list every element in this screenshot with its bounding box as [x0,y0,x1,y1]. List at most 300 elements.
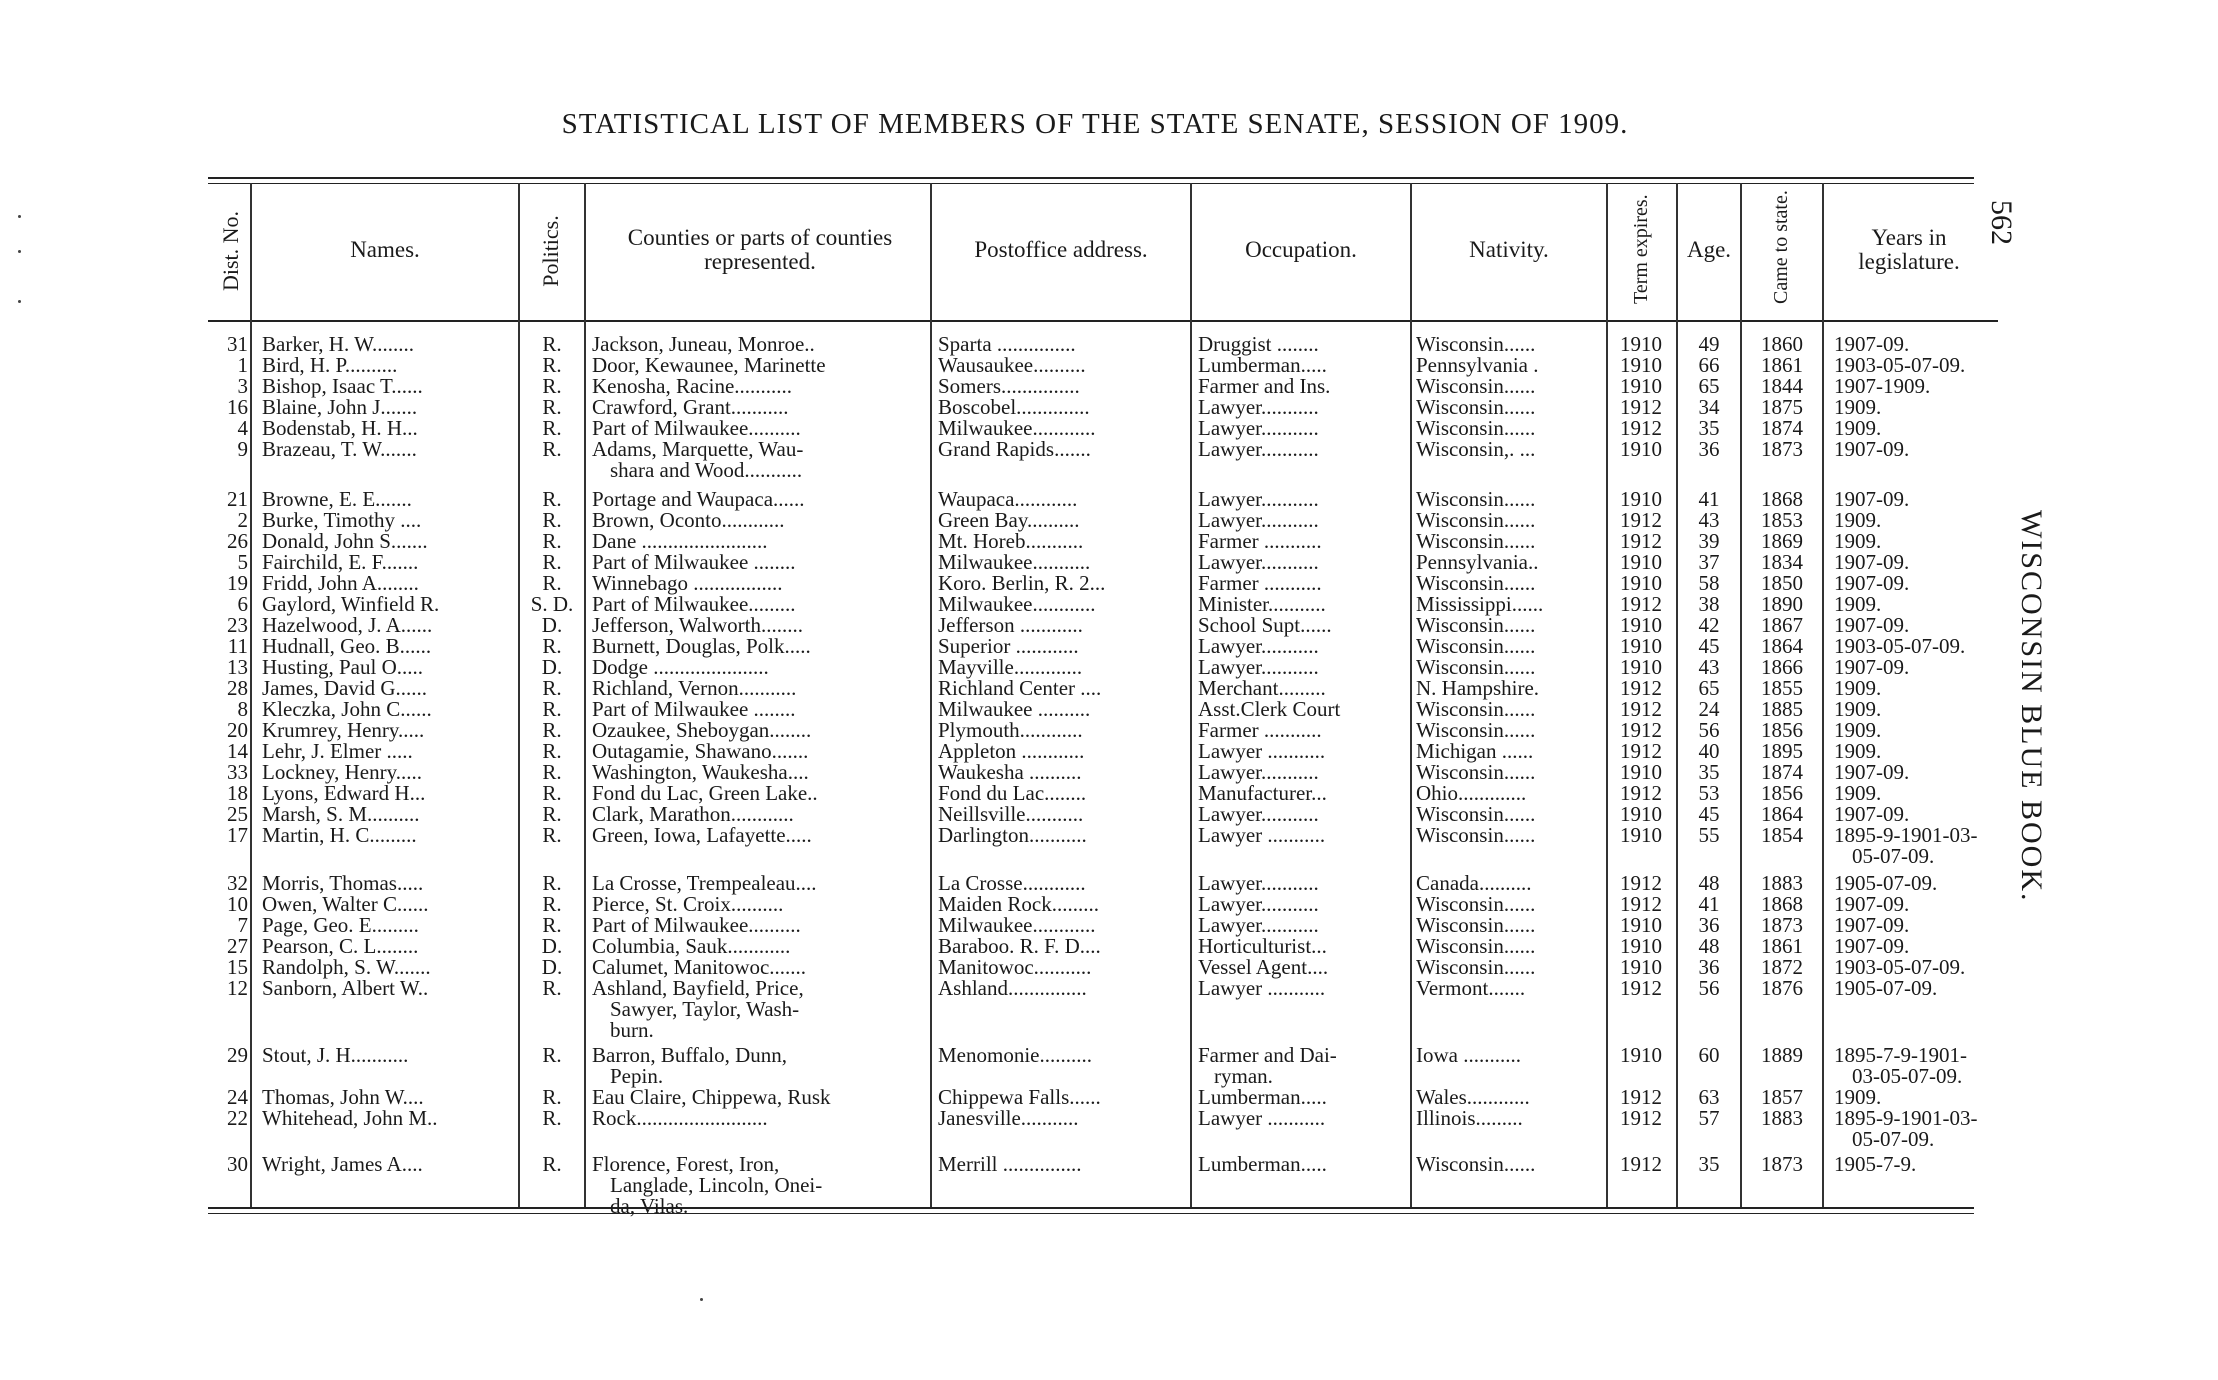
age: 37 [1698,550,1720,574]
term-expires: 1910 [1620,655,1662,679]
member-name: Fairchild, E. F....... [262,550,419,574]
postoffice: Manitowoc........... [938,955,1092,979]
nativity: Wisconsin...... [1416,529,1536,553]
term-expires: 1910 [1620,353,1662,377]
nativity: Pennsylvania.. [1416,550,1539,574]
dist-no: 30 [227,1152,248,1176]
nativity: N. Hampshire. [1416,676,1540,700]
came-to-state: 1869 [1761,529,1803,553]
counties: shara and Wood........... [610,458,803,482]
header-politics: Politics. [538,215,563,287]
occupation: Druggist ........ [1198,332,1319,356]
age: 42 [1698,613,1720,637]
years-in-legislature: 1903-05-07-09. [1834,353,1966,377]
counties: Ashland, Bayfield, Price, [592,976,804,1000]
member-name: Marsh, S. M.......... [262,802,420,826]
top-rule-2 [208,183,1974,184]
politics: D. [541,655,563,679]
member-name: Thomas, John W.... [262,1085,424,1109]
postoffice: Sparta ............... [938,332,1076,356]
years-in-legislature: 1909. [1834,676,1882,700]
term-expires: 1910 [1620,613,1662,637]
postoffice: Koro. Berlin, R. 2... [938,571,1106,595]
counties: Winnebago ................. [592,571,783,595]
occupation: Lawyer........... [1198,913,1319,937]
counties: Pierce, St. Croix.......... [592,892,784,916]
header-age: Age. [1686,237,1732,262]
term-expires: 1912 [1620,718,1662,742]
dist-no: 33 [227,760,248,784]
dist-no: 3 [237,374,248,398]
occupation: Lawyer........... [1198,655,1319,679]
years-in-legislature: 05-07-09. [1852,1127,1935,1151]
politics: R. [542,634,562,658]
member-name: Burke, Timothy .... [262,508,422,532]
col-line [250,183,252,1207]
came-to-state: 1874 [1761,416,1803,440]
years-in-legislature: 1909. [1834,739,1882,763]
politics: R. [542,437,562,461]
nativity: Wisconsin...... [1416,332,1536,356]
nativity: Wisconsin...... [1416,487,1536,511]
occupation: Lawyer........... [1198,395,1319,419]
term-expires: 1910 [1620,1043,1662,1067]
dist-no: 26 [227,529,248,553]
occupation: Farmer ........... [1198,718,1322,742]
years-in-legislature: 1909. [1834,718,1882,742]
years-in-legislature: 1895-7-9-1901- [1834,1043,1967,1067]
politics: R. [542,353,562,377]
counties: Green, Iowa, Lafayette..... [592,823,812,847]
came-to-state: 1875 [1761,395,1803,419]
speck [18,250,21,253]
years-in-legislature: 1909. [1834,592,1882,616]
came-to-state: 1855 [1761,676,1803,700]
politics: R. [542,892,562,916]
bottom-rule [208,1207,1974,1209]
years-in-legislature: 1907-09. [1834,802,1910,826]
nativity: Wisconsin...... [1416,655,1536,679]
nativity: Wisconsin...... [1416,613,1536,637]
postoffice: Milwaukee............ [938,913,1096,937]
came-to-state: 1864 [1761,634,1803,658]
years-in-legislature: 1895-9-1901-03- [1834,823,1978,847]
nativity: Wisconsin...... [1416,892,1536,916]
member-name: Hudnall, Geo. B...... [262,634,432,658]
header-counties: Counties or parts of counties represented. [627,225,893,274]
nativity: Wisconsin...... [1416,508,1536,532]
occupation: Lawyer........... [1198,508,1319,532]
politics: R. [542,550,562,574]
counties: Kenosha, Racine........... [592,374,793,398]
nativity: Wisconsin...... [1416,416,1536,440]
dist-no: 10 [227,892,248,916]
years-in-legislature: 05-07-09. [1852,844,1935,868]
nativity: Iowa ........... [1416,1043,1521,1067]
came-to-state: 1872 [1761,955,1803,979]
counties: Outagamie, Shawano....... [592,739,809,763]
came-to-state: 1883 [1761,1106,1803,1130]
speck [700,1298,703,1301]
came-to-state: 1857 [1761,1085,1803,1109]
came-to-state: 1853 [1761,508,1803,532]
years-in-legislature: 03-05-07-09. [1852,1064,1963,1088]
counties: Portage and Waupaca...... [592,487,805,511]
dist-no: 31 [227,332,248,356]
age: 41 [1698,892,1720,916]
dist-no: 9 [237,437,248,461]
term-expires: 1912 [1620,781,1662,805]
years-in-legislature: 1909. [1834,1085,1882,1109]
age: 56 [1698,718,1720,742]
member-name: Bodenstab, H. H... [262,416,418,440]
occupation: ryman. [1214,1064,1273,1088]
counties: Columbia, Sauk............ [592,934,791,958]
came-to-state: 1867 [1761,613,1803,637]
age: 34 [1698,395,1720,419]
age: 35 [1698,416,1720,440]
occupation: Minister........... [1198,592,1326,616]
came-to-state: 1861 [1761,934,1803,958]
counties: Jefferson, Walworth........ [592,613,803,637]
nativity: Wisconsin...... [1416,571,1536,595]
nativity: Pennsylvania . [1416,353,1539,377]
counties: Rock......................... [592,1106,768,1130]
politics: R. [542,395,562,419]
politics: S. D. [530,592,574,616]
came-to-state: 1873 [1761,1152,1803,1176]
came-to-state: 1856 [1761,781,1803,805]
counties: Eau Claire, Chippewa, Rusk [592,1085,831,1109]
years-in-legislature: 1909. [1834,416,1882,440]
years-in-legislature: 1905-7-9. [1834,1152,1917,1176]
member-name: Blaine, John J....... [262,395,418,419]
dist-no: 6 [237,592,248,616]
nativity: Canada.......... [1416,871,1532,895]
counties: Clark, Marathon............ [592,802,794,826]
politics: R. [542,1152,562,1176]
page-title: STATISTICAL LIST OF MEMBERS OF THE STATE SENATE, SESSION OF 1909. [561,108,1629,140]
nativity: Wisconsin...... [1416,913,1536,937]
came-to-state: 1889 [1761,1043,1803,1067]
col-line [1410,183,1412,1207]
page-number: 562 [1985,200,2018,245]
member-name: Gaylord, Winfield R. [262,592,440,616]
nativity: Wisconsin...... [1416,823,1536,847]
dist-no: 22 [227,1106,248,1130]
dist-no: 7 [237,913,248,937]
counties: Sawyer, Taylor, Wash- [610,997,800,1021]
counties: Dodge ...................... [592,655,769,679]
age: 60 [1698,1043,1720,1067]
postoffice: Superior ............ [938,634,1079,658]
term-expires: 1912 [1620,592,1662,616]
member-name: Krumrey, Henry..... [262,718,425,742]
politics: D. [541,934,563,958]
header-dist: Dist. No. [218,210,243,292]
counties: Brown, Oconto............ [592,508,785,532]
counties: Pepin. [610,1064,664,1088]
header-names: Names. [350,237,420,262]
years-in-legislature: 1907-09. [1834,760,1910,784]
nativity: Wisconsin...... [1416,634,1536,658]
col-line [930,183,932,1207]
nativity: Wisconsin...... [1416,955,1536,979]
years-in-legislature: 1909. [1834,529,1882,553]
member-name: Whitehead, John M.. [262,1106,438,1130]
occupation: Lawyer........... [1198,892,1319,916]
term-expires: 1912 [1620,395,1662,419]
years-in-legislature: 1907-09. [1834,655,1910,679]
politics: R. [542,718,562,742]
nativity: Wisconsin...... [1416,395,1536,419]
politics: R. [542,529,562,553]
counties: Washington, Waukesha.... [592,760,809,784]
years-in-legislature: 1907-09. [1834,437,1910,461]
occupation: Lawyer........... [1198,550,1319,574]
politics: R. [542,1085,562,1109]
occupation: Farmer ........... [1198,529,1322,553]
years-in-legislature: 1909. [1834,697,1882,721]
came-to-state: 1868 [1761,892,1803,916]
came-to-state: 1856 [1761,718,1803,742]
occupation: Horticulturist... [1198,934,1327,958]
occupation: Lawyer........... [1198,802,1319,826]
term-expires: 1912 [1620,697,1662,721]
age: 24 [1698,697,1720,721]
running-head: WISCONSIN BLUE BOOK. [2015,510,2048,903]
counties: Part of Milwaukee.......... [592,913,801,937]
occupation: Lawyer ........... [1198,823,1326,847]
nativity: Michigan ...... [1416,739,1534,763]
header-term: Term expires. [1630,194,1652,304]
politics: R. [542,1106,562,1130]
occupation: Lumberman..... [1198,1152,1327,1176]
years-in-legislature: 1907-09. [1834,892,1910,916]
member-name: Donald, John S....... [262,529,428,553]
came-to-state: 1873 [1761,913,1803,937]
occupation: Lawyer........... [1198,416,1319,440]
term-expires: 1910 [1620,437,1662,461]
occupation: Vessel Agent.... [1198,955,1329,979]
postoffice: Wausaukee.......... [938,353,1086,377]
occupation: Lumberman..... [1198,1085,1327,1109]
politics: R. [542,332,562,356]
counties: Langlade, Lincoln, Onei- [610,1173,823,1197]
dist-no: 12 [227,976,248,1000]
dist-no: 15 [227,955,248,979]
postoffice: Jefferson ............ [938,613,1083,637]
age: 65 [1698,374,1720,398]
counties: Florence, Forest, Iron, [592,1152,780,1176]
dist-no: 14 [227,739,248,763]
politics: R. [542,487,562,511]
postoffice: Mt. Horeb........... [938,529,1084,553]
years-in-legislature: 1907-09. [1834,571,1910,595]
postoffice: Janesville........... [938,1106,1079,1130]
years-in-legislature: 1907-09. [1834,332,1910,356]
nativity: Wisconsin...... [1416,718,1536,742]
dist-no: 2 [237,508,248,532]
occupation: Farmer and Ins. [1198,374,1331,398]
came-to-state: 1850 [1761,571,1803,595]
came-to-state: 1866 [1761,655,1803,679]
occupation: Lawyer........... [1198,437,1319,461]
nativity: Wisconsin...... [1416,374,1536,398]
age: 39 [1698,529,1720,553]
col-line [1190,183,1192,1207]
term-expires: 1910 [1620,823,1662,847]
dist-no: 8 [237,697,248,721]
politics: R. [542,976,562,1000]
came-to-state: 1844 [1761,374,1803,398]
member-name: Husting, Paul O..... [262,655,424,679]
age: 36 [1698,913,1720,937]
top-rule [208,177,1974,179]
dist-no: 1 [237,353,248,377]
counties: Fond du Lac, Green Lake.. [592,781,818,805]
age: 63 [1698,1085,1720,1109]
occupation: Lawyer........... [1198,634,1319,658]
counties: Part of Milwaukee ........ [592,550,796,574]
came-to-state: 1860 [1761,332,1803,356]
member-name: Lyons, Edward H... [262,781,426,805]
years-in-legislature: 1909. [1834,508,1882,532]
politics: R. [542,823,562,847]
postoffice: Fond du Lac........ [938,781,1087,805]
member-name: Bird, H. P.......... [262,353,398,377]
dist-no: 16 [227,395,248,419]
dist-no: 17 [227,823,248,847]
member-name: Martin, H. C......... [262,823,417,847]
dist-no: 28 [227,676,248,700]
postoffice: Somers............... [938,374,1080,398]
came-to-state: 1895 [1761,739,1803,763]
years-in-legislature: 1907-09. [1834,913,1910,937]
postoffice: Richland Center .... [938,676,1102,700]
occupation: Farmer and Dai- [1198,1043,1337,1067]
member-name: Morris, Thomas..... [262,871,424,895]
col-line [584,183,586,1207]
politics: R. [542,913,562,937]
dist-no: 4 [237,416,248,440]
counties: Burnett, Douglas, Polk..... [592,634,811,658]
postoffice: Milwaukee............ [938,416,1096,440]
came-to-state: 1890 [1761,592,1803,616]
postoffice: Baraboo. R. F. D.... [938,934,1101,958]
term-expires: 1912 [1620,1085,1662,1109]
term-expires: 1910 [1620,955,1662,979]
politics: D. [541,613,563,637]
occupation: Manufacturer... [1198,781,1327,805]
years-in-legislature: 1909. [1834,781,1882,805]
nativity: Wisconsin...... [1416,760,1536,784]
term-expires: 1912 [1620,739,1662,763]
member-name: Brazeau, T. W....... [262,437,417,461]
occupation: Lumberman..... [1198,353,1327,377]
came-to-state: 1854 [1761,823,1803,847]
member-name: Hazelwood, J. A...... [262,613,433,637]
header-postoffice: Postoffice address. [974,237,1148,262]
col-line [518,183,520,1207]
counties: Crawford, Grant........... [592,395,789,419]
term-expires: 1910 [1620,550,1662,574]
member-name: Fridd, John A........ [262,571,419,595]
postoffice: Boscobel.............. [938,395,1090,419]
occupation: Farmer ........... [1198,571,1322,595]
term-expires: 1912 [1620,508,1662,532]
counties: Ozaukee, Sheboygan........ [592,718,812,742]
postoffice: La Crosse............ [938,871,1086,895]
politics: R. [542,571,562,595]
member-name: Wright, James A.... [262,1152,423,1176]
member-name: Pearson, C. L........ [262,934,419,958]
politics: R. [542,1043,562,1067]
bottom-rule-2 [208,1213,1974,1214]
term-expires: 1912 [1620,1106,1662,1130]
postoffice: Ashland............... [938,976,1087,1000]
age: 45 [1698,802,1720,826]
term-expires: 1910 [1620,934,1662,958]
came-to-state: 1868 [1761,487,1803,511]
counties: Part of Milwaukee.......... [592,416,801,440]
came-to-state: 1834 [1761,550,1803,574]
occupation: Lawyer ........... [1198,976,1326,1000]
years-in-legislature: 1909. [1834,395,1882,419]
term-expires: 1912 [1620,892,1662,916]
term-expires: 1910 [1620,802,1662,826]
came-to-state: 1874 [1761,760,1803,784]
age: 43 [1698,508,1720,532]
occupation: Lawyer ........... [1198,739,1326,763]
nativity: Wales............ [1416,1085,1530,1109]
years-in-legislature: 1903-05-07-09. [1834,634,1966,658]
postoffice: Mayville............. [938,655,1083,679]
years-in-legislature: 1907-09. [1834,550,1910,574]
nativity: Wisconsin...... [1416,697,1536,721]
member-name: Kleczka, John C...... [262,697,432,721]
nativity: Vermont....... [1416,976,1526,1000]
member-name: Lehr, J. Elmer ..... [262,739,413,763]
age: 58 [1698,571,1720,595]
postoffice: Plymouth............ [938,718,1083,742]
header-occupation: Occupation. [1245,237,1357,262]
member-name: Randolph, S. W....... [262,955,431,979]
postoffice: Darlington........... [938,823,1087,847]
member-name: Page, Geo. E......... [262,913,419,937]
occupation: Lawyer........... [1198,760,1319,784]
age: 56 [1698,976,1720,1000]
age: 35 [1698,1152,1720,1176]
years-in-legislature: 1907-09. [1834,613,1910,637]
member-name: Browne, E. E....... [262,487,412,511]
counties: Barron, Buffalo, Dunn, [592,1043,787,1067]
politics: R. [542,508,562,532]
postoffice: Chippewa Falls...... [938,1085,1101,1109]
years-in-legislature: 1895-9-1901-03- [1834,1106,1978,1130]
came-to-state: 1885 [1761,697,1803,721]
postoffice: Maiden Rock......... [938,892,1099,916]
counties: Richland, Vernon........... [592,676,797,700]
came-to-state: 1876 [1761,976,1803,1000]
dist-no: 23 [227,613,248,637]
years-in-legislature: 1905-07-09. [1834,976,1938,1000]
term-expires: 1910 [1620,374,1662,398]
term-expires: 1912 [1620,416,1662,440]
age: 36 [1698,437,1720,461]
age: 48 [1698,871,1720,895]
age: 65 [1698,676,1720,700]
